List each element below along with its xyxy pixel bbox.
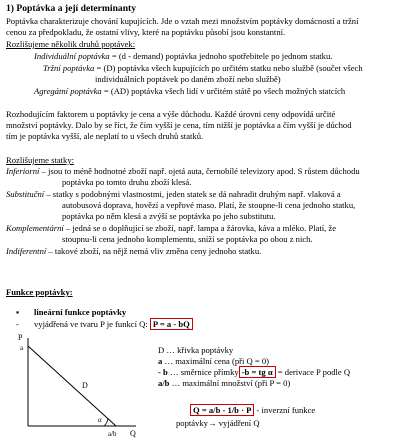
income-line-3: tím je poptávka vyšší, ale neplatí to u všech druhů statků. [6,131,204,141]
legend-ab-text: … maximální množství (při P = 0) [169,378,291,388]
legend-b-symbol: - b [158,367,168,377]
kinds-title: Rozlišujeme několik druhů poptávek: [6,39,136,49]
legend-b-text: … směrnice přímky [167,367,239,377]
section-heading: 1) Poptávka a její determinanty [6,3,137,14]
goods-item-inferior [6,166,360,177]
goods-item-complementary [6,223,336,234]
kind-text: = (d - demand) poptávka jednoho spotřebitele po jednom statku. [109,51,333,61]
intro-line-1: Poptávka charakterizuje chování kupujících. Jde o vztah mezi množstvím poptávky domácností a tržní [6,16,359,26]
kind-term: Tržní poptávka [43,63,95,73]
legend-b-line [158,367,350,378]
income-line-2: množství poptávky. Dalo by se říct, že čím vyšší je cena, tím nižší je poptávka a čím vyšší je důchod [6,120,352,130]
legend-d-line: D … křivka poptávky [158,345,234,355]
goods-text: – statky s podobnými vlastnostmi, jeden statek se dá nahradit druhým např. vlaková a [44,189,341,199]
linear-description-text: vyjádřená ve tvaru P je funkcí Q: [34,319,148,329]
inverse-function-line [190,405,315,416]
ab-intercept-label: a/b [108,430,117,438]
dash-marker: - [16,319,19,329]
goods-term: Inferiorní [6,166,40,176]
kind-term: Individuální poptávka [34,51,110,61]
linear-formula-box: P = a - bQ [150,318,193,330]
goods-item-substitute-cont-1: autobusová doprava, hovězí a vepřové maso. Platí, že stoupne-li cena jednoho statku, [62,200,356,210]
intro-line-2: cenou za předpokladu, že ostatní vlivy, které na poptávku působí jsou konstantní. [6,27,286,37]
inverse-function-note: poptávky→ vyjádření Q [176,418,260,428]
linear-function-title: lineární funkce poptávky [34,307,127,317]
goods-text: – jedná se o doplňující se zboží, např. lampa a žárovka, káva a mléko. Platí, že [63,223,337,233]
kind-item-market-cont: individuálních poptávek po daném zboží nebo službě) [95,74,281,84]
goods-title: Rozlišujeme statky: [6,155,75,165]
goods-item-inferior-cont: poptávka po tomto druhu zboží klesá. [62,177,192,187]
q-axis-label: Q [130,429,136,438]
goods-item-complementary-cont: stoupnu-li cena jednoho komplementu, sníží se poptávka po obou z nich. [62,234,313,244]
kind-text: = (AD) poptávka všech lidí v určitém státě po všech možných statcích [101,86,346,96]
goods-term: Substituční [6,189,45,199]
kind-item-individual [34,51,332,62]
bullet-icon: ▪ [16,307,20,317]
kind-text: = (D) poptávka všech kupujících po určitém statku nebo službě (součet všech [94,63,363,73]
goods-term: Indiferentní [6,246,47,256]
goods-term: Komplementární [6,223,64,233]
p-axis-label: P [18,333,23,342]
functions-title: Funkce poptávky: [6,287,73,297]
legend-ab-symbol: a/b [158,378,170,388]
demand-line [28,346,116,426]
goods-item-indifferent [6,246,261,257]
goods-item-substitute-cont-2: poptávka po něm klesá a zvýší se poptávka po jeho substitutu. [62,211,276,221]
legend-a-symbol: a [158,356,163,366]
a-intercept-label: a [20,344,24,352]
kind-term: Agregátní poptávka [34,86,102,96]
legend-b-derivative: = derivace P podle Q [275,367,351,377]
alpha-label: α [98,416,102,424]
income-line-1: Rozhodujícím faktorem u poptávky je cena a výše důchodu. Každé úrovni ceny odpovídá určité [6,109,336,119]
goods-item-substitute [6,189,341,200]
linear-description [34,319,193,330]
goods-text: – jsou to méně hodnotné zboží např. ojetá auta, černobílé televizory apod. S růstem důchodu [39,166,360,176]
goods-text: – takové zboží, na nějž nemá vliv změna ceny jednoho statku. [46,246,262,256]
legend-ab-line [158,378,290,389]
legend-a-text: … maximální cena (při Q = 0) [162,356,270,366]
demand-curve-label: D [82,381,88,390]
kind-item-aggregate [34,86,345,97]
angle-arc [104,418,108,426]
inverse-formula-box: Q = a/b - 1/b · P [190,404,254,416]
kind-item-market [43,63,363,74]
demand-curve-graph [18,330,146,442]
slope-formula-box: -b = tg α [239,366,276,378]
inverse-function-text: - inverzní funkce [254,405,316,415]
